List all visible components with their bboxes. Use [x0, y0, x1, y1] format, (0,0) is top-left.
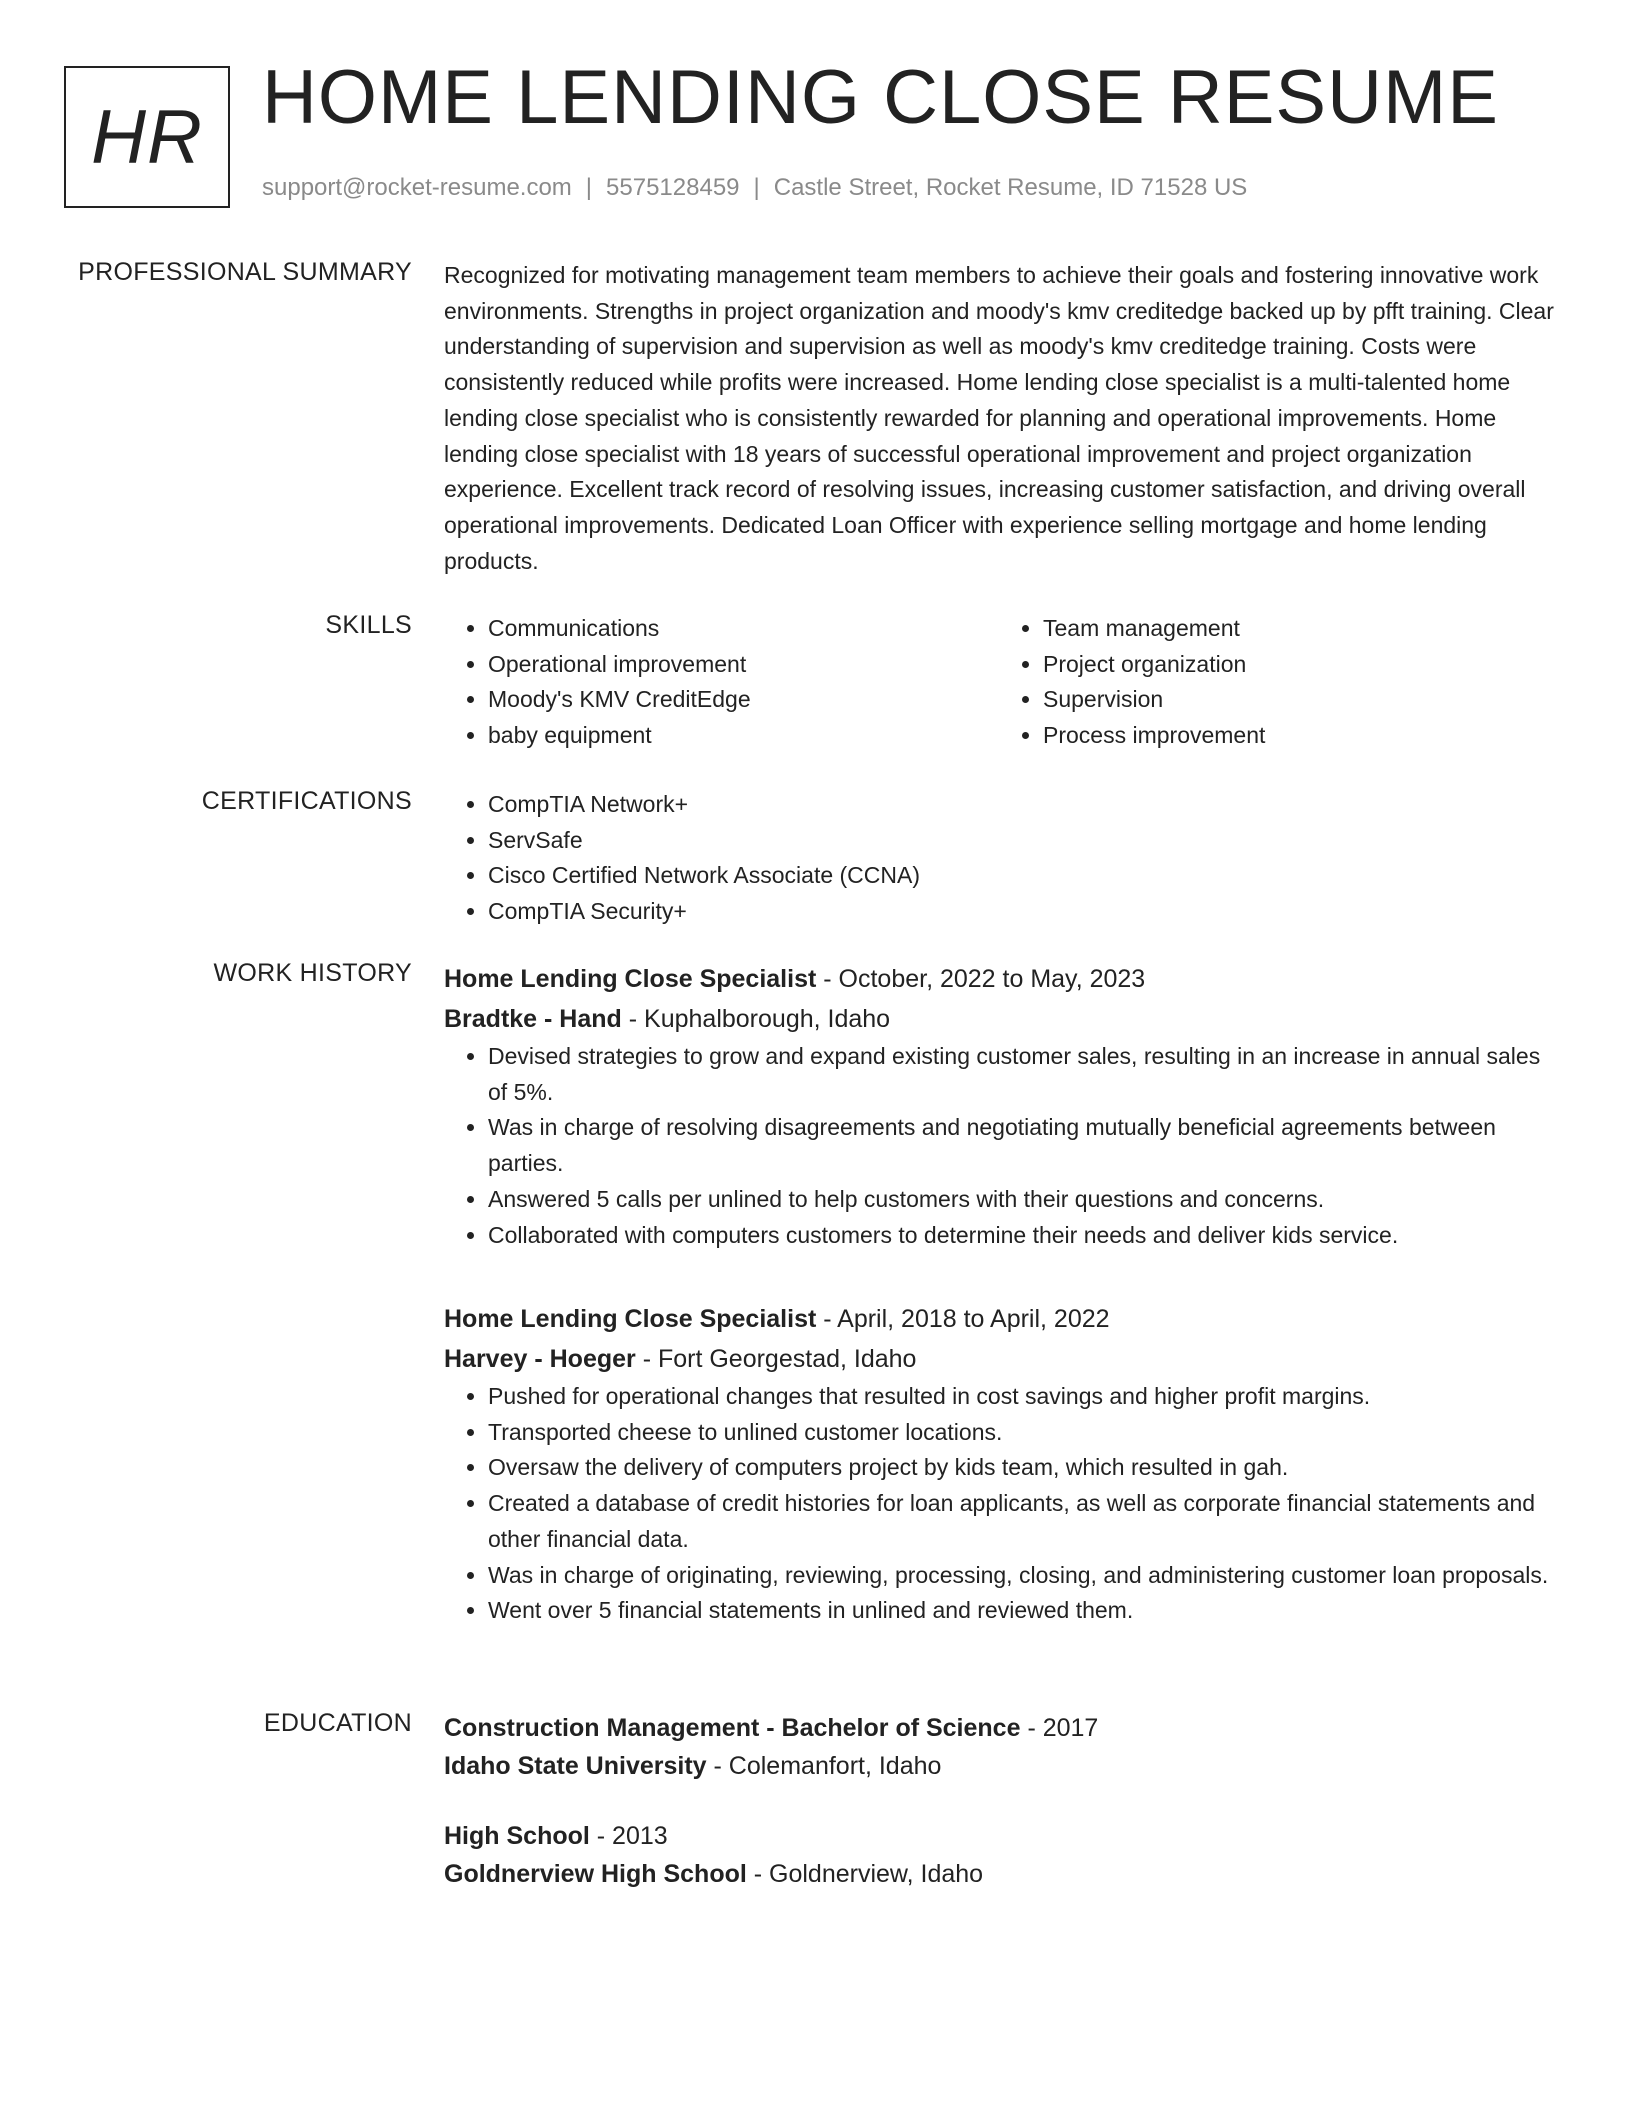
education-location: - Goldnerview, Idaho: [746, 1860, 984, 1888]
job-bullet: • Pushed for operational changes that resulted in cost savings and higher profit margins.: [488, 1379, 1554, 1415]
job-entry: [444, 1299, 1554, 1629]
job-bullet: • Oversaw the delivery of computers project by kids team, which resulted in gah.: [488, 1450, 1554, 1486]
skill-item: • Moody's KMV CreditEdge: [488, 682, 999, 718]
skills-list-left: [444, 611, 999, 754]
job-title-line: [444, 959, 1554, 999]
job-entry: [444, 959, 1554, 1253]
summary-heading: PROFESSIONAL SUMMARY: [78, 258, 412, 286]
job-bullet: • Answered 5 calls per unlined to help customers with their questions and concerns.: [488, 1182, 1554, 1218]
certification-item: • Cisco Certified Network Associate (CCNA): [488, 858, 1554, 894]
skill-item: • Supervision: [1043, 682, 1554, 718]
education-location: - Colemanfort, Idaho: [706, 1752, 942, 1780]
education-entry: [444, 1709, 1554, 1785]
job-bullet: • Was in charge of resolving disagreements and negotiating mutually beneficial agreements between parties.: [488, 1110, 1554, 1181]
job-role: Home Lending Close Specialist: [444, 1305, 817, 1333]
skill-item: • Process improvement: [1043, 718, 1554, 754]
job-bullets: [444, 1379, 1554, 1629]
skill-item: • Communications: [488, 611, 999, 647]
job-role: Home Lending Close Specialist: [444, 965, 817, 993]
job-company-line: [444, 999, 1554, 1039]
job-location: - Fort Georgestad, Idaho: [635, 1345, 917, 1373]
monogram-initials: HR: [91, 94, 203, 180]
contact-separator: |: [585, 174, 593, 201]
job-title-line: [444, 1299, 1554, 1339]
skills-body: [444, 611, 1554, 754]
education-school: Idaho State University: [444, 1752, 707, 1780]
job-company: Bradtke - Hand: [444, 1005, 622, 1033]
contact-phone: 5575128459: [606, 174, 740, 201]
monogram-badge: [64, 66, 230, 208]
skill-item: • Team management: [1043, 611, 1554, 647]
certifications-list: [444, 787, 1554, 930]
education-body: [444, 1709, 1554, 1893]
education-entry: [444, 1817, 1554, 1893]
job-location: - Kuphalborough, Idaho: [621, 1005, 891, 1033]
education-degree: High School: [444, 1822, 590, 1850]
education-year: - 2013: [589, 1822, 668, 1850]
job-bullet: • Went over 5 financial statements in unlined and reviewed them.: [488, 1593, 1554, 1629]
contact-email: support@rocket-resume.com: [262, 174, 572, 201]
skill-item: • Operational improvement: [488, 647, 999, 683]
job-bullet: • Was in charge of originating, reviewing, processing, closing, and administering customer loan proposals.: [488, 1558, 1554, 1594]
contact-line: [262, 174, 1247, 202]
certification-item: • CompTIA Security+: [488, 894, 1554, 930]
job-bullet: • Created a database of credit histories for loan applicants, as well as corporate financial statements and other financial data.: [488, 1486, 1554, 1557]
education-year: - 2017: [1020, 1714, 1099, 1742]
skill-item: • baby equipment: [488, 718, 999, 754]
skills-list-right: [999, 611, 1554, 754]
education-degree: Construction Management - Bachelor of Science: [444, 1714, 1021, 1742]
job-bullet: • Transported cheese to unlined customer locations.: [488, 1415, 1554, 1451]
resume-title: HOME LENDING CLOSE RESUME: [262, 55, 1499, 140]
job-company: Harvey - Hoeger: [444, 1345, 636, 1373]
job-bullet: • Devised strategies to grow and expand existing customer sales, resulting in an increase in annual sales of 5%.: [488, 1039, 1554, 1110]
job-bullet: • Collaborated with computers customers to determine their needs and deliver kids service.: [488, 1218, 1554, 1254]
job-dates: - April, 2018 to April, 2022: [816, 1305, 1110, 1333]
education-school-line: [444, 1747, 1554, 1785]
summary-body: [444, 258, 1554, 579]
work-history-heading: WORK HISTORY: [213, 959, 412, 987]
education-heading: EDUCATION: [263, 1709, 412, 1737]
certification-item: • ServSafe: [488, 823, 1554, 859]
certifications-body: [444, 787, 1554, 930]
contact-address: Castle Street, Rocket Resume, ID 71528 US: [773, 174, 1248, 201]
education-school-line: [444, 1855, 1554, 1893]
education-degree-line: [444, 1817, 1554, 1855]
job-dates: - October, 2022 to May, 2023: [816, 965, 1146, 993]
work-history-body: [444, 959, 1554, 1253]
job-bullets: [444, 1039, 1554, 1253]
skills-heading: SKILLS: [325, 611, 412, 639]
work-history-body-2: [444, 1299, 1554, 1629]
skill-item: • Project organization: [1043, 647, 1554, 683]
job-company-line: [444, 1339, 1554, 1379]
certifications-heading: CERTIFICATIONS: [201, 787, 412, 815]
summary-text: Recognized for motivating management team members to achieve their goals and fostering innovative work environments. Strengths in project organization and moody's kmv creditedge backed up by pfft training. Clear understanding of supervision and supervision as well as moody's kmv creditedge training. Costs were consistently reduced while profits were increased. Home lending close specialist is a multi-talented home lending close specialist who is consistently rewarded for planning and operational improvements. Home lending close specialist with 18 years of successful operational improvement and project organization experience. Excellent track record of resolving issues, increasing customer satisfaction, and driving overall operational improvements. Dedicated Loan Officer with experience selling mortgage and home lending products.: [444, 262, 1554, 574]
education-degree-line: [444, 1709, 1554, 1747]
education-school: Goldnerview High School: [444, 1860, 747, 1888]
certification-item: • CompTIA Network+: [488, 787, 1554, 823]
contact-separator: |: [753, 174, 760, 201]
